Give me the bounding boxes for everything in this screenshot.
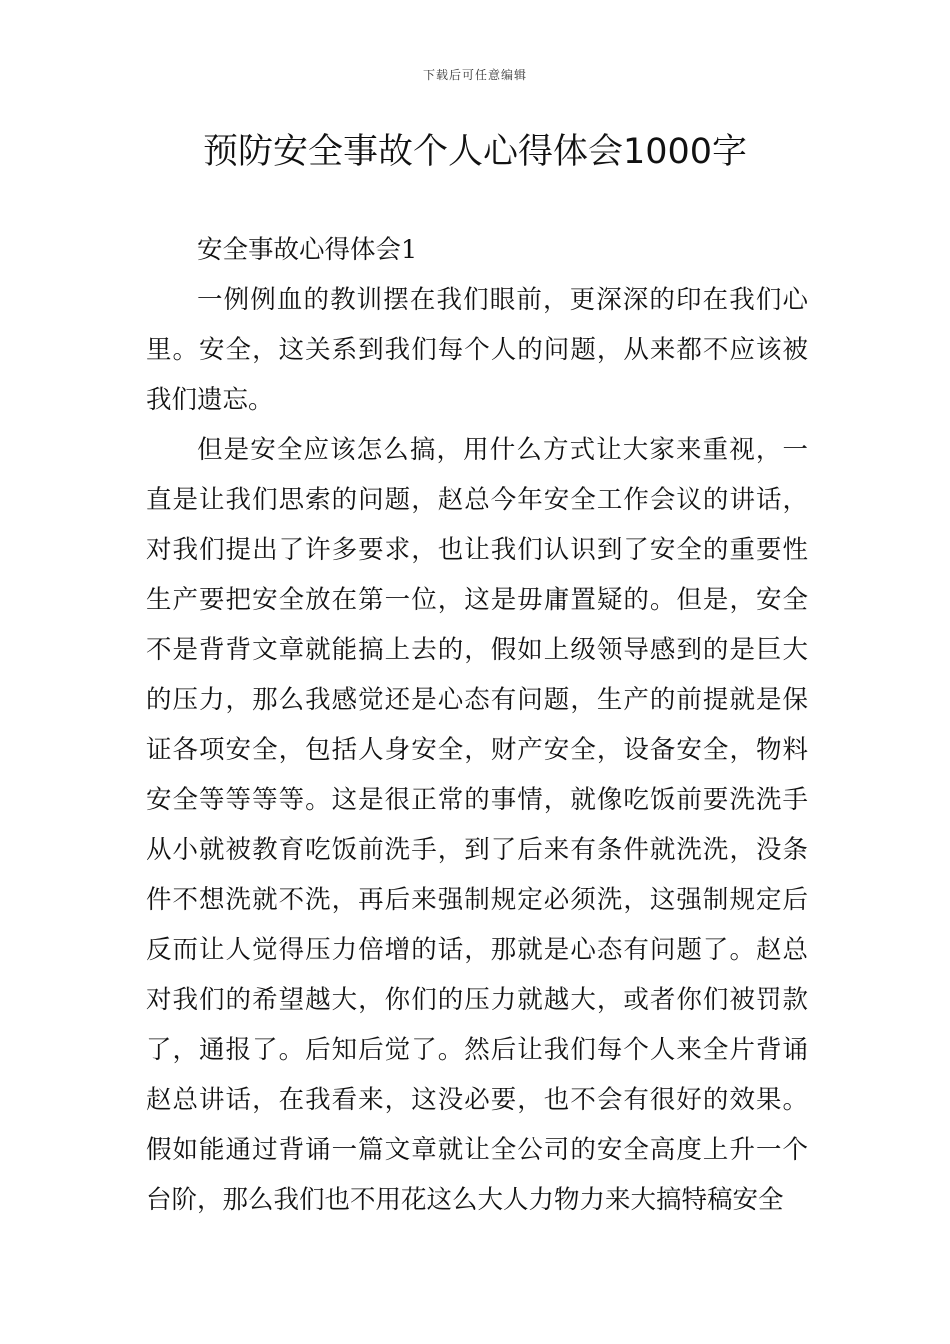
document-title: 预防安全事故个人心得体会1000字 [202, 132, 748, 172]
page-header-note: 下载后可任意编辑 [422, 68, 527, 82]
document-body [146, 225, 808, 1225]
section-heading: 安全事故心得体会1 [197, 235, 418, 265]
paragraph-1: 一例例血的教训摆在我们眼前，更深深的印在我们心里。安全，这关系到我们每个人的问题，从来都不应该被我们遗忘。 [146, 285, 808, 415]
paragraph-2: 但是安全应该怎么搞，用什么方式让大家来重视，一直是让我们思索的问题，赵总今年安全工作会议的讲话，对我们提出了许多要求，也让我们认识到了安全的重要性生产要把安全放在第一位，这是毋庸置疑的。但是，安全不是背背文章就能搞上去的，假如上级领导感到的是巨大的压力，那么我感觉还是心态有问题，生产的前提就是保证各项安全，包括人身安全，财产安全，设备安全，物料安全等等等等。这是很正常的事情，就像吃饭前要洗洗手从小就被教育吃饭前洗手，到了后来有条件就洗洗，没条件不想洗就不洗，再后来强制规定必须洗，这强制规定后反而让人觉得压力倍增的话，那就是心态有问题了。赵总对我们的希望越大，你们的压力就越大，或者你们被罚款了，通报了。后知后觉了。然后让我们每个人来全片背诵赵总讲话，在我看来，这没必要，也不会有很好的效果。假如能通过背诵一篇文章就让全公司的安全高度上升一个台阶，那么我们也不用花这么大人力物力来大搞特稿安全 [146, 435, 808, 1215]
